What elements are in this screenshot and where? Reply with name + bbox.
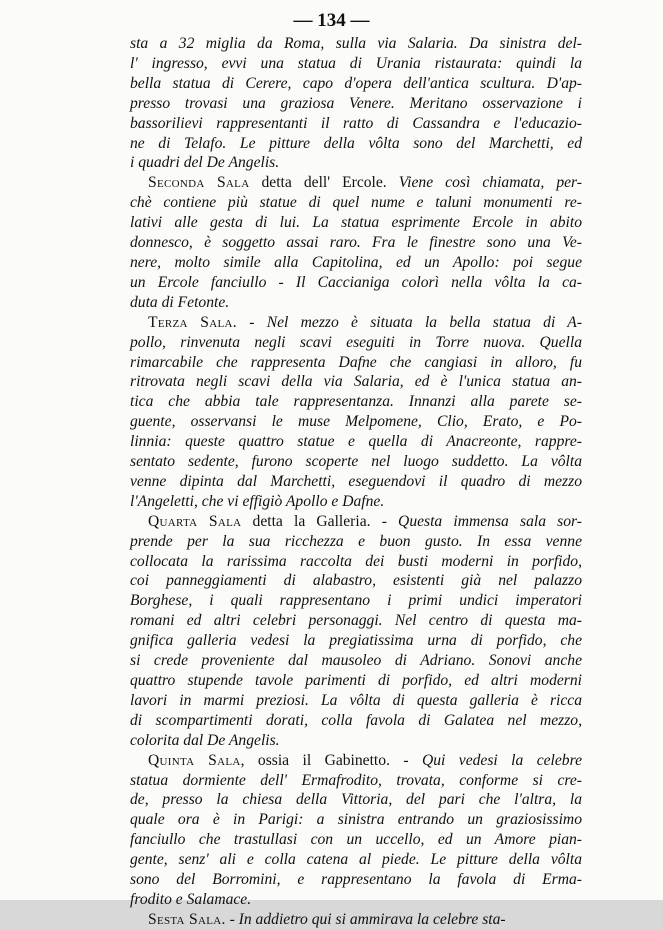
page-number: — 134 — — [293, 10, 370, 31]
heading-suffix: detta la Galleria. - — [241, 512, 387, 530]
text-line: fanciullo che trastullasi con un uccello, ed un Amore pian- — [130, 831, 582, 849]
text-line: venne dipinta dal Marchetti, eseguendovi il quadro di mezzo — [130, 472, 582, 490]
text-run: Qui vedesi la celebre — [408, 751, 582, 769]
text-run: Questa immensa sala sor- — [386, 512, 582, 530]
paragraph-first-line — [130, 910, 582, 930]
text-line: quattro stupende tavole parimenti di porfido, ed altri moderni — [130, 672, 582, 689]
text-line: l' ingresso, evvi una statua di Urania ristaurata: quindi la — [130, 54, 582, 72]
text-line: sono del Borromini, e rappresentano la favola di Erma- — [130, 871, 582, 889]
section-heading: Quinta Sala — [148, 751, 241, 769]
text-run: In addietro qui si ammirava la celebre sta- — [234, 910, 506, 928]
text-line: colorita dal De Angelis. — [130, 731, 280, 749]
text-line: di scompartimenti dorati, colla favola di Galatea nel mezzo, — [130, 711, 582, 729]
text-line: lavori in marmi preziosi. La vôlta di questa galleria è ricca — [130, 691, 582, 709]
text-line: tica che abbia tale rappresentanza. Innanzi alla parete se- — [130, 393, 582, 411]
text-line: nere, molto simile alla Capitolina, ed un Apollo: poi segue — [130, 253, 582, 271]
paragraph-first-line — [130, 512, 582, 532]
text-line: sta a 32 miglia da Roma, sulla via Salaria. Da sinistra del- — [130, 35, 582, 52]
text-line: i quadri del De Angelis. — [130, 154, 280, 172]
heading-suffix: - — [237, 313, 255, 331]
page-text — [130, 34, 582, 930]
heading-suffix: , ossia il Gabinetto. - — [240, 751, 409, 769]
text-line: bassorilievi rappresentanti il ratto di Cassandra e l'educazio- — [130, 114, 582, 132]
text-line: collocata la rarissima raccolta dei busti moderni in porfido, — [130, 552, 582, 570]
paragraph — [130, 751, 582, 910]
text-line: rimarcabile che rappresenta Dafne che cangiasi in alloro, fu — [130, 353, 582, 371]
section-heading: Quarta Sala — [148, 512, 242, 530]
text-run: Viene così chiamata, per- — [386, 174, 583, 192]
text-line: de, presso la chiesa della Vittoria, del pari che l'altra, la — [130, 791, 582, 809]
paragraph-first-line — [130, 173, 582, 193]
paragraph — [130, 34, 582, 173]
heading-suffix: - — [225, 910, 235, 928]
section-heading: Terza Sala. — [148, 313, 237, 331]
paragraph — [130, 313, 582, 512]
paragraph — [130, 910, 582, 930]
text-line: pollo, rinvenuta negli scavi eseguiti in Torre nuova. Quella — [130, 333, 582, 351]
text-line: gente, senz' ali e colla catena al piede. Le pitture della vôlta — [130, 851, 582, 869]
section-heading: Seconda Sala — [148, 174, 250, 192]
paragraph — [130, 512, 582, 751]
text-line: ne di Telafo. Le pitture della vôlta sono del Marchetti, ed — [130, 134, 582, 152]
text-line: linnia: queste quattro statue e quella di Anacreonte, rappre- — [130, 433, 582, 451]
text-line: lativi alle gesta di lui. La statua esprimente Ercole in abito — [130, 214, 582, 232]
text-line: duta di Fetonte. — [130, 293, 230, 311]
text-line: guente, osservansi le muse Melpomene, Clio, Erato, e Po- — [130, 413, 582, 431]
section-heading: Sesta Sala. — [148, 910, 226, 928]
text-line: donnesco, è soggetto assai raro. Fra le finestre sono una Ve- — [130, 234, 582, 252]
paragraph-first-line — [130, 751, 582, 771]
paragraph-first-line — [130, 313, 582, 333]
text-line: un Ercole fanciullo - Il Caccianiga colorì nella vôlta la ca- — [130, 273, 582, 291]
text-line: quale ora è in Parigi: a sinistra entrando un graziosissimo — [130, 811, 582, 829]
text-line: gnifica galleria vedesi la pregiatissima urna di porfido, che — [130, 632, 582, 650]
text-line: sentato sedente, furono scoperte nel luogo suddetto. La vôlta — [130, 453, 582, 471]
text-line: ritrovata negli scavi della via Salaria, ed è l'unica statua an- — [130, 373, 582, 391]
text-line: si crede proveniente dal mausoleo di Adriano. Sonovi anche — [130, 652, 582, 670]
text-line: romani ed altri celebri personaggi. Nel centro di questa ma- — [130, 612, 582, 630]
text-line: bella statua di Cerere, capo d'opera dell'antica scultura. D'ap- — [130, 74, 582, 92]
text-run: Nel mezzo è situata la bella statua di A- — [254, 313, 583, 331]
text-line: statua dormiente dell' Ermafrodito, trovata, conforme si cre- — [130, 771, 582, 789]
text-line: prende per la sua ricchezza e buon gusto. In essa venne — [130, 532, 582, 550]
paragraph — [130, 173, 582, 312]
text-line: l'Angeletti, che vi effigiò Apollo e Dafne. — [130, 492, 385, 510]
text-line: coi panneggiamenti di alabastro, esistenti già nel palazzo — [130, 572, 582, 590]
text-line: Borghese, i quali rappresentano i primi undici imperatori — [130, 592, 582, 610]
text-line: chè contiene più statue di quel nume e taluni monumenti re- — [130, 194, 582, 212]
text-line: frodito e Salamace. — [130, 890, 252, 908]
text-line: presso trovasi una graziosa Venere. Meritano osservazione i — [130, 94, 582, 112]
heading-suffix: detta dell' Ercole. — [249, 174, 387, 192]
